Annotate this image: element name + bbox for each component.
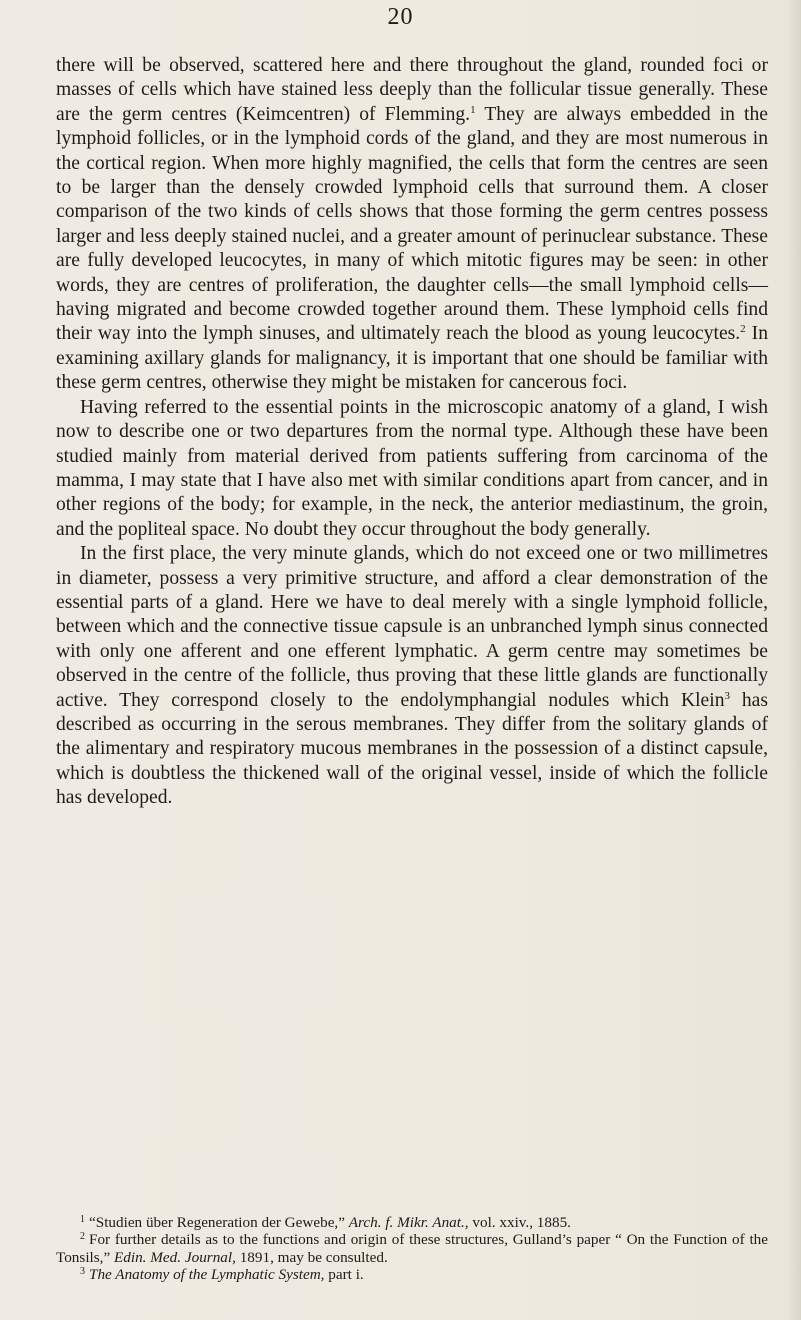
text-run: there will be observed, scattered here and there throughout the gland, rounded foci or masses of cells which have stained less deeply than the follicular tissue generally. These are the germ centres (Keimcentren) of Flemming. xyxy=(56,55,768,125)
text-run: “Studien über Regeneration der Gewebe,” xyxy=(89,1214,349,1231)
page-number: 20 xyxy=(387,4,414,30)
footnote-reference: 2 xyxy=(740,323,746,336)
text-run: They are always embedded in the lymphoid follicles, or in the lymphoid cords of the gland, and they are most numerous in the cortical region. When more highly magnified, the cells that form the centres are seen to be larger than the densely crowded lymphoid cells that surround them. A closer comparison of the two kinds of cells shows that those forming the germ centres possess larger and less deeply stained nuclei, and a greater amount of perinuclear substance. These are fully developed leucocytes, in many of which mitotic figures may be seen: in other words, they are centres of proliferation, the daughter cells—the small lymphoid cells—having migrated and become crowded together around them. These lymphoid cells find their way into the lymph sinuses, and ultimately reach the blood as young leucocytes. xyxy=(56,103,768,345)
footnote-mark: 1 xyxy=(80,1214,85,1225)
footnote-reference: 1 xyxy=(470,103,476,116)
text-run: vol. xxiv., 1885. xyxy=(468,1214,571,1231)
italic-text: Edin. Med. Journal, xyxy=(114,1248,236,1266)
text-run: 1891, may be consulted. xyxy=(235,1248,388,1266)
paragraph-3 xyxy=(56,542,768,810)
footnote-3 xyxy=(56,1266,768,1283)
paragraph-2 xyxy=(56,396,768,542)
text-run: In the first place, the very minute glands, which do not exceed one or two millimetres in diameter, possess a very primitive structure, and afford a clear demonstration of the essential parts of a gland. Here we have to deal merely with a single lymphoid follicle, between which and the connective tissue capsule is an unbranched lymph sinus connected with only one afferent and one efferent lymphatic. A germ centre may sometimes be observed in the centre of the follicle, thus proving that these little glands are functionally active. They correspond closely to the endolymphangial nodules which Klein xyxy=(56,543,768,711)
text-run: For further details as to the functions and origin of these structures, Gulland’s paper “ On the Function of the Tonsils,” xyxy=(56,1231,768,1266)
footnote-mark: 3 xyxy=(80,1266,85,1278)
text-run: In examining axillary glands for malignancy, it is important that one should be familiar with these germ centres, otherwise they might be mistaken for cancerous foci. xyxy=(56,323,768,394)
footnotes xyxy=(56,1214,768,1284)
italic-text: Arch. f. Mikr. Anat., xyxy=(348,1214,469,1231)
text-run: part i. xyxy=(324,1266,364,1284)
footnote-2 xyxy=(56,1231,768,1266)
footnote-mark: 2 xyxy=(80,1231,85,1243)
footnote-1 xyxy=(56,1214,768,1231)
text-run: Having referred to the essential points in the microscopic anatomy of a gland, I wish now to describe one or two departures from the normal type. Although these have been studied mainly from material derived from patients suffering from carcinoma of the mamma, I may state that I have also met with similar conditions apart from cancer, and in other regions of the body; for example, in the neck, the anterior mediastinum, the groin, and the popliteal space. No doubt they occur throughout the body generally. xyxy=(56,396,768,540)
body-text xyxy=(56,54,768,811)
paragraph-1 xyxy=(56,54,768,396)
italic-text: The Anatomy of the Lymphatic System, xyxy=(89,1266,325,1284)
page-edge-shadow xyxy=(787,0,801,1320)
footnote-reference: 3 xyxy=(724,689,730,702)
text-run: has described as occurring in the serous membranes. They differ from the solitary glands of the alimentary and respiratory mucous membranes in the possession of a distinct capsule, which is doubtless the thickened wall of the original vessel, inside of which the follicle has developed. xyxy=(56,689,768,809)
